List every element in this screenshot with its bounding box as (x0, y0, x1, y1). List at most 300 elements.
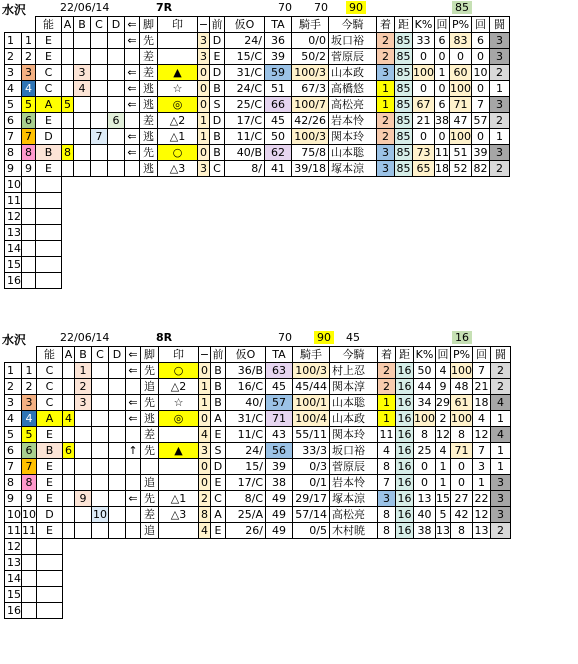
horse-number: 5 (5, 427, 22, 443)
cell-ta: 41 (265, 161, 292, 177)
empty-cell (377, 257, 395, 273)
empty-cell (292, 257, 329, 273)
cell-a (63, 491, 75, 507)
cell-kon: 関本玲 (329, 129, 377, 145)
cell-kon: 山本政 (329, 65, 377, 81)
cell-k2: 6 (435, 97, 450, 113)
cell-a: 6 (63, 443, 75, 459)
cell-kyaku: 差 (141, 507, 159, 523)
cell-p: 83 (450, 33, 472, 49)
cell-kon: 関本玲 (330, 427, 378, 443)
cell-shirushi: ☆ (158, 81, 198, 97)
column-header: B (75, 347, 92, 363)
cell-a (63, 475, 75, 491)
cell-nou: E (37, 523, 63, 539)
empty-cell (451, 587, 473, 603)
empty-cell (293, 603, 330, 619)
empty-cell (141, 539, 159, 555)
gate-number (22, 587, 37, 603)
cell-m: 0 (199, 459, 211, 475)
cell-kon: 木村暁 (330, 523, 378, 539)
empty-cell (491, 555, 511, 571)
cell-kari: 8/C (226, 491, 266, 507)
cell-nou (37, 555, 63, 571)
empty-cell (450, 177, 472, 193)
empty-cell (225, 209, 265, 225)
header-number: 16 (452, 331, 472, 344)
cell-nou: E (36, 49, 62, 65)
table-row (5, 491, 528, 507)
cell-nou (36, 209, 62, 225)
cell-kyori: 16 (397, 380, 412, 393)
gate-number (22, 555, 37, 571)
cell-kyori: 16 (397, 508, 412, 521)
header-number: 90 (314, 331, 334, 344)
cell-kari: 40/ (226, 395, 266, 411)
cell-a (62, 65, 74, 81)
empty-cell (225, 225, 265, 241)
column-header: 今騎 (329, 17, 377, 33)
empty-cell (292, 225, 329, 241)
empty-cell (472, 177, 490, 193)
horse-number: 16 (5, 603, 22, 619)
cell-k: 50 (414, 363, 436, 379)
empty-cell (158, 193, 198, 209)
cell-chaku: 4 (378, 443, 396, 459)
empty-cell (377, 273, 395, 289)
cell-k: 0 (413, 129, 435, 145)
empty-cell (490, 257, 510, 273)
cell-chaku: 11 (379, 428, 394, 441)
cell-shirushi: ▲ (159, 443, 199, 459)
spacer (510, 113, 527, 129)
cell-c (92, 475, 109, 491)
empty-cell (330, 571, 378, 587)
cell-kyori: 85 (396, 130, 411, 143)
cell-kyaku: 差 (140, 49, 158, 65)
race-header (0, 330, 578, 346)
table-row (5, 65, 527, 81)
cell-to: 2 (491, 363, 511, 379)
empty-cell (198, 241, 210, 257)
cell-p2: 0 (472, 129, 490, 145)
cell-to: 3 (490, 97, 510, 113)
cell-ta: 51 (265, 81, 292, 97)
cell-k2: 15 (436, 492, 450, 505)
empty-cell (511, 603, 528, 619)
empty-cell (159, 603, 199, 619)
empty-cell (490, 273, 510, 289)
empty-cell (378, 555, 396, 571)
cell-b (74, 49, 91, 65)
cell-kon: 高橋悠 (329, 81, 377, 97)
cell-kon: 菅原辰 (330, 459, 378, 475)
cell-a (62, 81, 74, 97)
cell-kyori: 16 (397, 428, 412, 441)
empty-cell (451, 539, 473, 555)
empty-cell (473, 555, 491, 571)
cell-to: 3 (490, 145, 510, 161)
cell-kishu: 0/0 (292, 33, 329, 49)
cell-nou: C (37, 379, 63, 395)
column-header: ⇐ (126, 347, 141, 363)
empty-cell (266, 539, 293, 555)
cell-b (75, 427, 92, 443)
gate-number: 5 (22, 427, 37, 443)
gate-number (22, 539, 37, 555)
empty-cell (265, 209, 292, 225)
empty-cell (490, 209, 510, 225)
cell-chaku: 2 (378, 363, 396, 379)
column-header: 回 (472, 17, 490, 33)
cell-d (109, 363, 126, 379)
gate-number (22, 603, 37, 619)
empty-cell (125, 241, 140, 257)
empty-cell (109, 571, 126, 587)
table-row (5, 379, 528, 395)
empty-cell (75, 603, 92, 619)
cell-chaku: 8 (378, 507, 396, 523)
cell-arr: ⇐ (126, 411, 141, 427)
empty-cell (62, 177, 74, 193)
empty-cell (140, 177, 158, 193)
cell-b: 9 (75, 491, 92, 507)
empty-cell (140, 209, 158, 225)
empty-cell (413, 257, 435, 273)
cell-k: 33 (413, 33, 435, 49)
empty-cell (126, 539, 141, 555)
cell-arr: ⇐ (126, 363, 141, 379)
empty-cell (378, 539, 396, 555)
cell-chaku: 2 (377, 129, 395, 145)
empty-cell (74, 209, 91, 225)
cell-to: 2 (490, 113, 510, 129)
cell-k: 8 (414, 427, 436, 443)
cell-kari: 31/C (226, 411, 266, 427)
empty-cell (125, 177, 140, 193)
empty-cell (265, 241, 292, 257)
empty-cell (126, 587, 141, 603)
empty-cell (435, 225, 450, 241)
horse-number: 14 (5, 241, 22, 257)
cell-kari: 8/ (225, 161, 265, 177)
cell-p2: 7 (473, 363, 491, 379)
cell-c (92, 379, 109, 395)
empty-cell (140, 257, 158, 273)
race-block-7r (0, 0, 578, 287)
cell-d (108, 49, 125, 65)
empty-cell (436, 539, 451, 555)
empty-row (5, 603, 528, 619)
cell-shirushi: △3 (158, 161, 198, 177)
empty-cell (435, 241, 450, 257)
empty-cell (510, 257, 527, 273)
empty-cell (108, 193, 125, 209)
cell-kishu: 0/1 (293, 475, 330, 491)
empty-cell (330, 555, 378, 571)
track-name: 水沢 (2, 3, 27, 17)
cell-nou: D (36, 129, 62, 145)
empty-cell (377, 209, 395, 225)
column-header: 能 (37, 347, 63, 363)
cell-a (62, 33, 74, 49)
cell-kari: 31/C (225, 65, 265, 81)
empty-cell (159, 555, 199, 571)
cell-kari: 16/C (226, 379, 266, 395)
cell-nou: C (36, 65, 62, 81)
cell-kari: 11/C (225, 129, 265, 145)
cell-ta: 59 (265, 65, 292, 81)
empty-cell (199, 571, 211, 587)
cell-chaku: 2 (377, 113, 395, 129)
empty-cell (395, 193, 413, 209)
empty-cell (265, 257, 292, 273)
cell-to: 2 (491, 379, 511, 395)
empty-cell (414, 555, 436, 571)
horse-number: 9 (5, 161, 22, 177)
cell-zen: B (210, 145, 225, 161)
gate-number (22, 209, 36, 225)
empty-cell (108, 273, 125, 289)
empty-cell (62, 273, 74, 289)
empty-cell (91, 225, 108, 241)
empty-cell (435, 177, 450, 193)
cell-zen: E (210, 49, 225, 65)
race-header (0, 0, 578, 16)
cell-kyaku: 逃 (140, 81, 158, 97)
empty-cell (265, 177, 292, 193)
table-header-row (5, 17, 527, 33)
cell-m: 0 (198, 65, 210, 81)
empty-cell (126, 571, 141, 587)
empty-cell (108, 257, 125, 273)
empty-cell (141, 603, 159, 619)
race-date: 22/06/14 (60, 331, 110, 344)
gate-number: 2 (22, 379, 37, 395)
cell-p: 71 (450, 97, 472, 113)
empty-cell (329, 225, 377, 241)
cell-kishu: 100/4 (293, 411, 330, 427)
empty-cell (225, 177, 265, 193)
cell-kari: 15/ (226, 459, 266, 475)
empty-cell (199, 555, 211, 571)
cell-k2: 13 (436, 524, 450, 537)
empty-cell (158, 241, 198, 257)
empty-cell (91, 273, 108, 289)
cell-chaku: 3 (377, 161, 395, 177)
cell-to: 3 (491, 491, 511, 507)
cell-p2: 7 (472, 97, 490, 113)
header-blank (5, 347, 22, 363)
table-row (5, 145, 527, 161)
cell-to: 2 (490, 161, 510, 177)
cell-nou: B (37, 443, 63, 459)
cell-kari: 11/C (226, 427, 266, 443)
cell-ta: 36 (265, 33, 292, 49)
column-header: 闘 (491, 347, 511, 363)
empty-cell (510, 273, 527, 289)
table-row (5, 161, 527, 177)
empty-cell (92, 587, 109, 603)
cell-p2: 0 (472, 49, 490, 65)
cell-p: 0 (451, 475, 473, 491)
empty-cell (108, 177, 125, 193)
horse-number: 8 (5, 145, 22, 161)
gate-number (22, 257, 36, 273)
cell-to: 4 (491, 395, 511, 411)
cell-kari: 17/C (226, 475, 266, 491)
empty-cell (109, 555, 126, 571)
cell-b (75, 507, 92, 523)
header-number: 85 (452, 1, 472, 14)
cell-p: 42 (451, 507, 473, 523)
empty-cell (91, 209, 108, 225)
empty-cell (472, 257, 490, 273)
cell-p2: 57 (473, 114, 488, 127)
cell-k: 21 (413, 113, 435, 129)
cell-k: 40 (414, 507, 436, 523)
empty-cell (199, 587, 211, 603)
empty-cell (126, 603, 141, 619)
empty-row (5, 257, 527, 273)
cell-ta: 38 (266, 475, 293, 491)
gate-number (22, 273, 36, 289)
cell-b (75, 411, 92, 427)
horse-number: 3 (5, 395, 22, 411)
cell-arr (126, 379, 141, 395)
cell-a (62, 49, 74, 65)
horse-number: 15 (5, 587, 22, 603)
empty-cell (436, 571, 451, 587)
cell-arr: ⇐ (126, 491, 141, 507)
cell-c (91, 113, 108, 129)
empty-cell (435, 209, 450, 225)
cell-kyori: 85 (396, 34, 411, 47)
cell-k2: 9 (436, 379, 451, 395)
empty-cell (92, 603, 109, 619)
cell-kari: 24/C (225, 81, 265, 97)
empty-cell (266, 555, 293, 571)
cell-chaku: 8 (378, 523, 396, 539)
cell-k2: 1 (436, 475, 451, 491)
cell-shirushi: ☆ (159, 395, 199, 411)
empty-cell (377, 241, 395, 257)
cell-chaku: 3 (377, 145, 395, 161)
gate-number: 10 (22, 508, 36, 521)
empty-cell (141, 571, 159, 587)
cell-zen: D (211, 459, 226, 475)
cell-shirushi: ○ (159, 363, 199, 379)
cell-zen: E (211, 475, 226, 491)
empty-cell (74, 257, 91, 273)
cell-to: 1 (491, 459, 511, 475)
cell-p2: 12 (474, 508, 489, 521)
cell-kon: 村上忍 (330, 363, 378, 379)
cell-k: 44 (414, 379, 436, 395)
spacer (510, 65, 527, 81)
column-header: TA (265, 17, 292, 33)
spacer (510, 33, 527, 49)
cell-kyaku: 逃 (140, 129, 158, 145)
cell-zen: B (211, 363, 226, 379)
empty-cell (435, 193, 450, 209)
empty-cell (225, 257, 265, 273)
spacer (510, 97, 527, 113)
empty-cell (74, 241, 91, 257)
column-header: 着 (377, 17, 395, 33)
cell-kon: 岩本怜 (329, 113, 377, 129)
cell-p: 0 (450, 49, 472, 65)
cell-ta: 63 (266, 363, 293, 379)
column-header: 仮O (225, 17, 265, 33)
cell-d (109, 411, 126, 427)
spacer (510, 161, 527, 177)
cell-kon: 山本政 (330, 411, 378, 427)
empty-cell (292, 241, 329, 257)
cell-shirushi: △2 (158, 113, 198, 129)
cell-k: 65 (413, 161, 435, 177)
horse-number: 2 (5, 49, 22, 65)
cell-d (108, 33, 125, 49)
cell-shirushi: ○ (158, 145, 198, 161)
cell-kishu: 45/44 (293, 379, 330, 395)
cell-zen: C (210, 161, 225, 177)
cell-k2: 1 (436, 459, 451, 475)
column-header: 着 (378, 347, 396, 363)
empty-cell (378, 603, 396, 619)
cell-chaku: 2 (378, 379, 396, 395)
cell-shirushi: △3 (159, 507, 199, 523)
cell-c (91, 145, 108, 161)
cell-to: 1 (491, 443, 511, 459)
cell-kon: 坂口裕 (329, 33, 377, 49)
cell-m: 4 (199, 523, 211, 539)
empty-cell (473, 539, 491, 555)
empty-cell (293, 539, 330, 555)
empty-cell (414, 571, 436, 587)
cell-kyori: 16 (397, 412, 412, 425)
column-header: D (108, 17, 125, 33)
cell-to: 3 (491, 475, 511, 491)
horse-number: 1 (5, 33, 22, 49)
horse-number: 11 (5, 523, 22, 539)
table-row (5, 507, 528, 523)
cell-kon: 高松亮 (330, 507, 378, 523)
cell-zen: B (211, 379, 226, 395)
table-row (5, 411, 528, 427)
empty-cell (62, 209, 74, 225)
horse-number: 10 (5, 507, 22, 523)
spacer (511, 363, 528, 379)
cell-kyori: 85 (396, 82, 411, 95)
cell-kyori: 85 (396, 98, 411, 111)
column-header: K% (414, 347, 436, 363)
cell-k2: 1 (435, 65, 450, 81)
cell-ta: 43 (266, 427, 293, 443)
cell-kyori: 85 (396, 146, 411, 159)
empty-row (5, 555, 528, 571)
cell-shirushi (159, 475, 199, 491)
cell-p: 47 (450, 113, 472, 129)
table-row (5, 97, 527, 113)
cell-a: 8 (62, 145, 74, 161)
empty-cell (451, 603, 473, 619)
empty-cell (414, 587, 436, 603)
cell-k2: 0 (435, 129, 450, 145)
cell-zen: A (211, 411, 226, 427)
cell-shirushi (159, 523, 199, 539)
spacer (511, 523, 528, 539)
